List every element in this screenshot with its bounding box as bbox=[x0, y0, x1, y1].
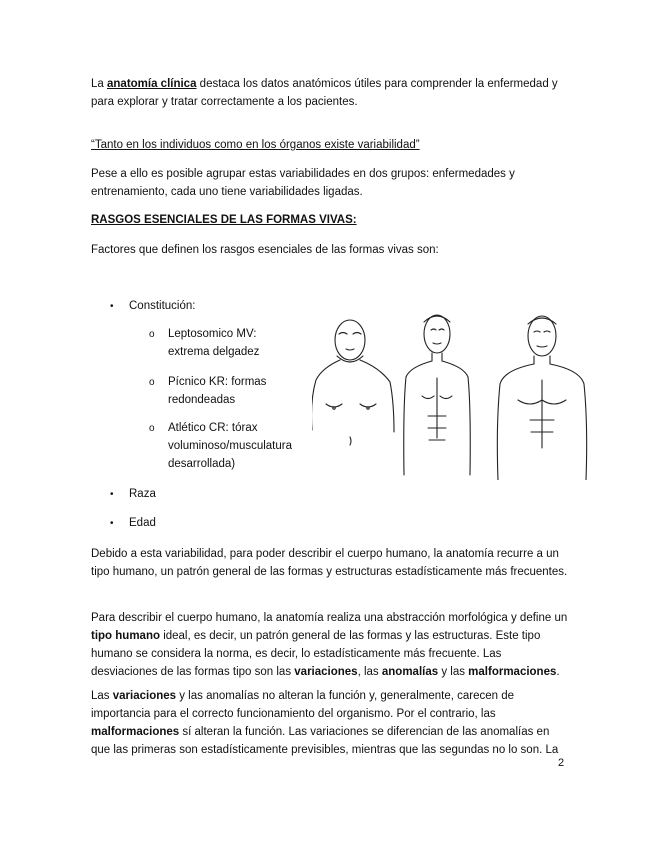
sub-bullet-marker: o bbox=[149, 423, 155, 434]
bullet-marker: • bbox=[110, 518, 114, 529]
text-span: y las bbox=[438, 666, 469, 678]
text-span: Para describir el cuerpo humano, la anatomía realiza una abstracción morfológica y define un bbox=[91, 612, 568, 624]
paragraph-variaciones-anomalias bbox=[91, 687, 571, 759]
sub-item-picnico-line1: Pícnico KR: formas bbox=[168, 376, 267, 388]
term-anomalias: anomalías bbox=[381, 666, 439, 678]
list-item-raza: Raza bbox=[129, 488, 156, 500]
text-span: La bbox=[91, 78, 107, 90]
sub-item-atletico-line2: voluminoso/musculatura bbox=[168, 440, 293, 452]
page-number: 2 bbox=[558, 757, 565, 769]
term-variaciones: variaciones bbox=[112, 690, 177, 702]
athletic-figure bbox=[497, 316, 586, 480]
picnic-figure bbox=[312, 320, 394, 445]
term-anatomia-clinica: anatomía clínica bbox=[107, 78, 197, 90]
text-span: sí alteran la función. Las variaciones se diferencian de las anomalías en que las primeras son estadísticamente previsibles, mientras que las segundas no lo son. La bbox=[91, 726, 559, 756]
leptosomic-figure bbox=[404, 315, 471, 475]
paragraph-tipo-humano bbox=[91, 609, 571, 681]
text-span: , las bbox=[357, 666, 382, 678]
sub-item-atletico-line3: desarrollada) bbox=[168, 458, 236, 470]
bullet-marker: • bbox=[110, 301, 114, 312]
term-tipo-humano: tipo humano bbox=[91, 630, 160, 642]
sub-bullet-marker: o bbox=[149, 329, 155, 340]
term-malformaciones: malformaciones bbox=[468, 666, 557, 678]
paragraph-grupos: Pese a ello es posible agrupar estas variabilidades en dos grupos: enfermedades y entrenamiento, cada uno tiene variabilidades ligadas. bbox=[91, 168, 515, 198]
bullet-marker: • bbox=[110, 489, 114, 500]
paragraph-variabilidad: Debido a esta variabilidad, para poder describir el cuerpo humano, la anatomía recurre a un tipo humano, un patrón general de las formas y estructuras estadísticamente más frecuentes. bbox=[91, 548, 568, 578]
list-item-edad: Edad bbox=[129, 517, 156, 529]
sub-item-atletico-line1: Atlético CR: tórax bbox=[168, 422, 258, 434]
list-item-constitucion: Constitución: bbox=[129, 300, 196, 312]
text-span: ideal, es decir, un patrón general de las formas y las estructuras. Este tipo humano se considera la norma, es decir, lo estadísticamente más frecuente. Las desviaciones de las formas tipo son las bbox=[91, 630, 541, 678]
sub-bullet-marker: o bbox=[149, 377, 155, 388]
sub-item-picnico-line2: redondeadas bbox=[168, 394, 236, 406]
text-span: . bbox=[556, 666, 560, 678]
quote-variabilidad: “Tanto en los individuos como en los órganos existe variabilidad” bbox=[91, 139, 420, 151]
text-span: y las anomalías no alteran la función y, generalmente, carecen de importancia para el correcto funcionamiento del organismo. Por el contrario, las bbox=[91, 690, 515, 720]
body-types-illustration bbox=[312, 312, 590, 480]
term-variaciones: variaciones bbox=[294, 666, 358, 678]
paragraph-factores: Factores que definen los rasgos esenciales de las formas vivas son: bbox=[91, 244, 439, 256]
paragraph-anatomia-clinica bbox=[91, 75, 571, 111]
sub-item-leptosomico-line1: Leptosomico MV: bbox=[168, 328, 257, 340]
text-span: Las bbox=[91, 690, 113, 702]
text-span: destaca los datos anatómicos útiles para comprender la enfermedad y para explorar y tratar correctamente a los pacientes. bbox=[91, 78, 558, 108]
term-malformaciones: malformaciones bbox=[91, 726, 180, 738]
sub-item-leptosomico-line2: extrema delgadez bbox=[168, 346, 260, 358]
section-heading: RASGOS ESENCIALES DE LAS FORMAS VIVAS: bbox=[91, 214, 357, 226]
